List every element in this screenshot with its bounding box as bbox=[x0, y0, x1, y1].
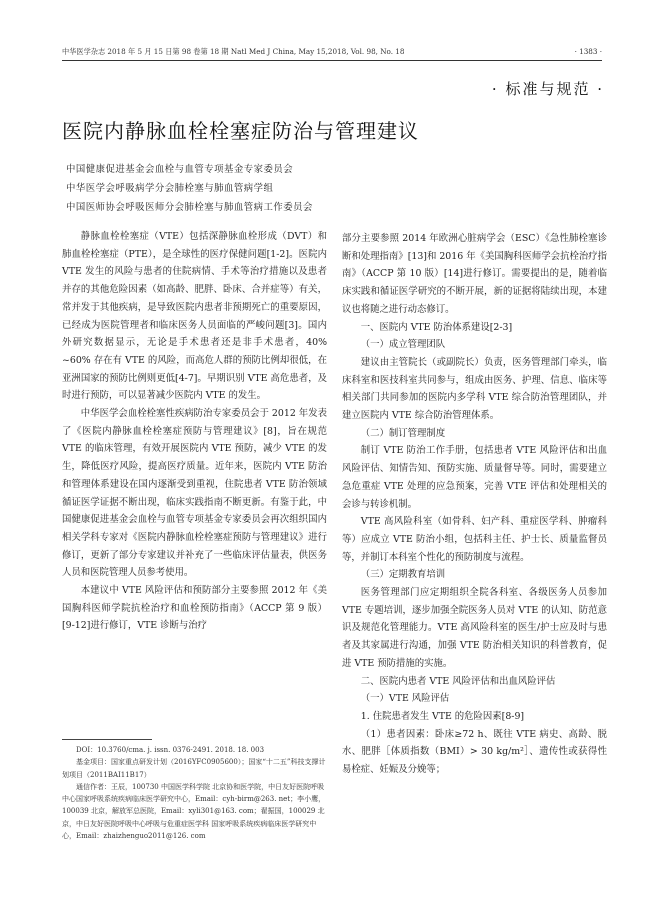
paragraph: 建议由主管院长（或副院长）负责，医务管理部门牵头，临床科室和医技科室共同参与，组成由医务、护理、信息、临床等相关部门共同参加的医院内多学科 VTE 综合防治管理团队，并建立医院内 VTE 综合防治管理体系。 bbox=[342, 356, 607, 422]
funding-note: 基金项目：国家重点研发计划（2016YFC0905600）；国家“十二五”科技支撑计划项目（2011BAI11B17） bbox=[62, 758, 326, 779]
paragraph: （1）患者因素：卧床≥72 h、既往 VTE 病史、高龄、脱水、肥胖［体质指数（BMI）> 30 kg/m²］、遗传性或获得性易栓症、妊娠及分娩等； bbox=[342, 728, 607, 776]
paragraph: 制订 VTE 防治工作手册，包括患者 VTE 风险评估和出血风险评估、知情告知、预防实施、质量督导等。同时，需要建立急危重症 VTE 处理的应急预案，完善 VTE 评估和处理相关的会诊与转诊机制。 bbox=[342, 445, 607, 510]
page-number: · 1383 · bbox=[574, 47, 602, 56]
correspondence-note: 通信作者：王辰，100730 中国医学科学院 北京协和医学院，中日友好医院呼吸中心国家呼吸系统疾病临床医学研究中心，Email：cyh-birm@263. net；李小鹰，100039 北京，解放军总医院，Email：xyli301@163. com；翟振国，100029 北京，中日友好医院呼吸中心呼吸与危重症医学科 国家呼吸系统疾病临床医学研究中心，Email：zhaizhenguo2011@126. com bbox=[62, 782, 326, 841]
section-heading: 二、医院内患者 VTE 风险评估和出血风险评估 bbox=[360, 675, 556, 687]
subsection-heading: （一）成立管理团队 bbox=[360, 339, 446, 351]
subsection-heading: （一）VTE 风险评估 bbox=[360, 693, 450, 705]
paragraph: VTE 高风险科室（如骨科、妇产科、重症医学科、肿瘤科等）应成立 VTE 防治小组，包括科主任、护士长、质量监督员等，并制订本科室个性化的预防制度与流程。 bbox=[342, 516, 607, 563]
publisher-logo bbox=[62, 862, 132, 872]
subsection-heading: （二）制订管理制度 bbox=[360, 427, 446, 439]
author-groups bbox=[66, 160, 313, 217]
article-title: 医院内静脉血栓栓塞症防治与管理建议 bbox=[62, 119, 419, 143]
section-label: · 标准与规范 · bbox=[491, 80, 604, 98]
author-group: 中国医师协会呼吸医师分会肺栓塞与肺血管病工作委员会 bbox=[66, 202, 313, 213]
item-heading: 1. 住院患者发生 VTE 的危险因素[8-9] bbox=[360, 710, 525, 722]
section-heading: 一、医院内 VTE 防治体系建设[2-3] bbox=[360, 321, 513, 333]
watermark bbox=[476, 860, 636, 876]
journal-citation: 中华医学杂志 2018 年 5 月 15 日第 98 卷第 18 期 Natl Med J China, May 15,2018, Vol. 98, No. 18 bbox=[62, 47, 405, 56]
doi-note: DOI：10.3760/cma. j. issn. 0376-2491. 2018. 18. 003 bbox=[76, 746, 265, 754]
left-column bbox=[62, 228, 327, 635]
right-column bbox=[342, 230, 607, 779]
paragraph: 静脉血栓栓塞症（VTE）包括深静脉血栓形成（DVT）和肺血栓栓塞症（PTE），是全球性的医疗保健问题[1-2]。医院内 VTE 发生的风险与患者的住院病情、手术等治疗措施以及患者并存的其他危险因素（如高龄、肥胖、卧床、合并症等）有关，常并发于其他疾病，是导致医院内患者非预期死亡的重要原因，已经成为医院管理者和临床医务人员面临的严峻问题[3]。国内外研究数据显示，无论是手术患者还是非手术患者，40% ~60% 存在有 VTE 的风险，而高危人群的预防比例却很低，在亚洲国家的预防比例则更低[4-7]。早期识别 VTE 高危患者，及时进行预防，可以显著减少医院内 VTE 的发生。 bbox=[62, 231, 327, 402]
paragraph: 医务管理部门应定期组织全院各科室、各级医务人员参加 VTE 专题培训，逐步加强全院医务人员对 VTE 的认知、防范意识及规范化管理能力。VTE 高风险科室的医生/护士应及时与患者及其家属进行沟通，加强 VTE 防治相关知识的科普教育，促进 VTE 预防措施的实施。 bbox=[342, 587, 607, 669]
header-divider bbox=[62, 60, 602, 61]
paragraph: 部分主要参照 2014 年欧洲心脏病学会（ESC）《急性肺栓塞诊断和处理指南》[13]和 2016 年《美国胸科医师学会抗栓治疗指南》（ACCP 第 10 版）[14]进行修订。需要提出的是，随着临床实践和循证医学研究的不断开展，新的证据将陆续出现，本建议也将随之进行动态修订。 bbox=[342, 233, 607, 315]
author-group: 中国健康促进基金会血栓与血管专项基金专家委员会 bbox=[66, 164, 294, 175]
paragraph: 中华医学会血栓栓塞性疾病防治专家委员会于 2012 年发表了《医院内静脉血栓栓塞症预防与管理建议》[8]，旨在规范 VTE 的临床管理，有效开展医院内 VTE 预防，减少 VTE 的发生，降低医疗风险，提高医疗质量。近年来，医院内 VTE 防治和管理体系建设在国内逐渐受到重视，住院患者 VTE 防治领域循证医学证据不断出现，临床实践指南不断更新。有鉴于此，中国健康促进基金会血栓与血管专项基金专家委员会再次组织国内相关学科专家对《医院内静脉血栓栓塞症预防与管理建议》进行修订，更新了部分专家建议并补充了一些临床评估量表，供医务人员和医院管理人员参考使用。 bbox=[62, 408, 327, 579]
subsection-heading: （三）定期教育培训 bbox=[360, 569, 446, 581]
footnote-divider bbox=[62, 739, 152, 740]
author-group: 中华医学会呼吸病学分会肺栓塞与肺血管病学组 bbox=[66, 183, 274, 194]
running-header bbox=[62, 47, 602, 61]
paragraph: 本建议中 VTE 风险评估和预防部分主要参照 2012 年《美国胸科医师学院抗栓治疗和血栓预防指南》（ACCP 第 9 版）[9-12]进行修订，VTE 诊断与治疗 bbox=[62, 585, 327, 632]
footnotes bbox=[62, 744, 330, 842]
